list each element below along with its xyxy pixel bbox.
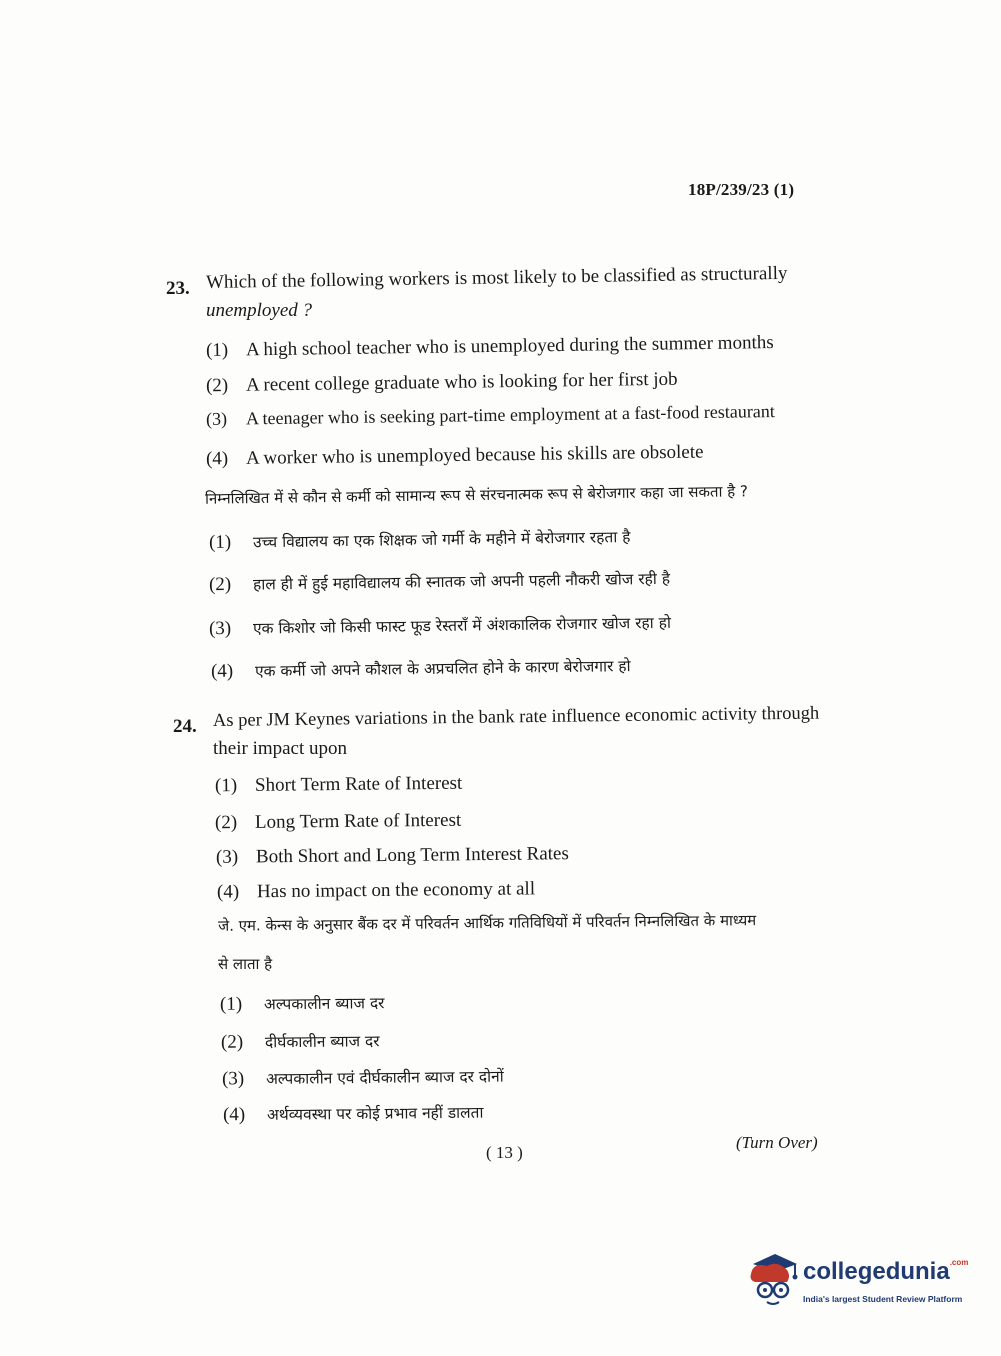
brand-tagline: India's largest Student Review Platform bbox=[803, 1294, 963, 1304]
turn-over-note: (Turn Over) bbox=[736, 1133, 818, 1152]
hindi-question-line-2: से लाता है bbox=[218, 955, 273, 973]
option-1: (1) A high school teacher who is unemployed during the summer months bbox=[205, 332, 774, 361]
hindi-option-1: (1) उच्च विद्यालय का एक शिक्षक जो गर्मी के महीने में बेरोजगार रहता है bbox=[208, 528, 631, 553]
option-4: (4) Has no impact on the economy at all bbox=[216, 878, 536, 903]
option-2: (2) Long Term Rate of Interest bbox=[214, 809, 462, 834]
question-number: 23. bbox=[166, 278, 190, 299]
hindi-option-3: (3) अल्पकालीन एवं दीर्घकालीन ब्याज दर दोनों bbox=[221, 1067, 504, 1090]
question-text-line-1: Which of the following workers is most likely to be classified as structurally bbox=[205, 262, 788, 293]
collegedunia-logo bbox=[743, 1250, 973, 1320]
brand-name: collegedunia bbox=[803, 1258, 950, 1285]
page-number: ( 13 ) bbox=[486, 1143, 523, 1162]
hindi-option-4: (4) एक कर्मी जो अपने कौशल के अप्रचलित होने के कारण बेरोजगार हो bbox=[210, 657, 631, 682]
option-3: (3) Both Short and Long Term Interest Rates bbox=[215, 843, 569, 868]
option-2: (2) A recent college graduate who is looking for her first job bbox=[205, 368, 678, 397]
question-number: 24. bbox=[173, 716, 197, 737]
hindi-option-2: (2) हाल ही में हुई महाविद्यालय की स्नातक जो अपनी पहली नौकरी खोज रही है bbox=[208, 569, 671, 596]
mascot-icon bbox=[743, 1250, 801, 1310]
hindi-question: निम्नलिखित में से कौन से कर्मी को सामान्य रूप से संरचनात्मक रूप से बेरोजगार कहा जा सकता है ? bbox=[204, 482, 748, 508]
brand-domain: .com bbox=[949, 1258, 969, 1267]
paper-code: 18P/239/23 (1) bbox=[688, 180, 795, 199]
question-text-line-1: As per JM Keynes variations in the bank rate influence economic activity through bbox=[212, 703, 820, 731]
hindi-question-line-1: जे. एम. केन्स के अनुसार बैंक दर में परिवर्तन आर्थिक गतिविधियों में परिवर्तन निम्नलिखित के माध्यम bbox=[217, 911, 757, 935]
hindi-option-2: (2) दीर्घकालीन ब्याज दर bbox=[220, 1031, 380, 1053]
hindi-option-3: (3) एक किशोर जो किसी फास्ट फूड रेस्तराँ में अंशकालिक रोजगार खोज रहा हो bbox=[208, 613, 672, 640]
option-4: (4) A worker who is unemployed because his skills are obsolete bbox=[205, 441, 704, 470]
hindi-option-4: (4) अर्थव्यवस्था पर कोई प्रभाव नहीं डालता bbox=[222, 1103, 484, 1126]
option-1: (1) Short Term Rate of Interest bbox=[214, 772, 463, 797]
question-text-line-2: unemployed ? bbox=[206, 300, 313, 321]
question-text-line-2: their impact upon bbox=[213, 738, 348, 759]
hindi-option-1: (1) अल्पकालीन ब्याज दर bbox=[219, 993, 385, 1015]
option-3: (3) A teenager who is seeking part-time employment at a fast-food restaurant bbox=[205, 401, 775, 429]
